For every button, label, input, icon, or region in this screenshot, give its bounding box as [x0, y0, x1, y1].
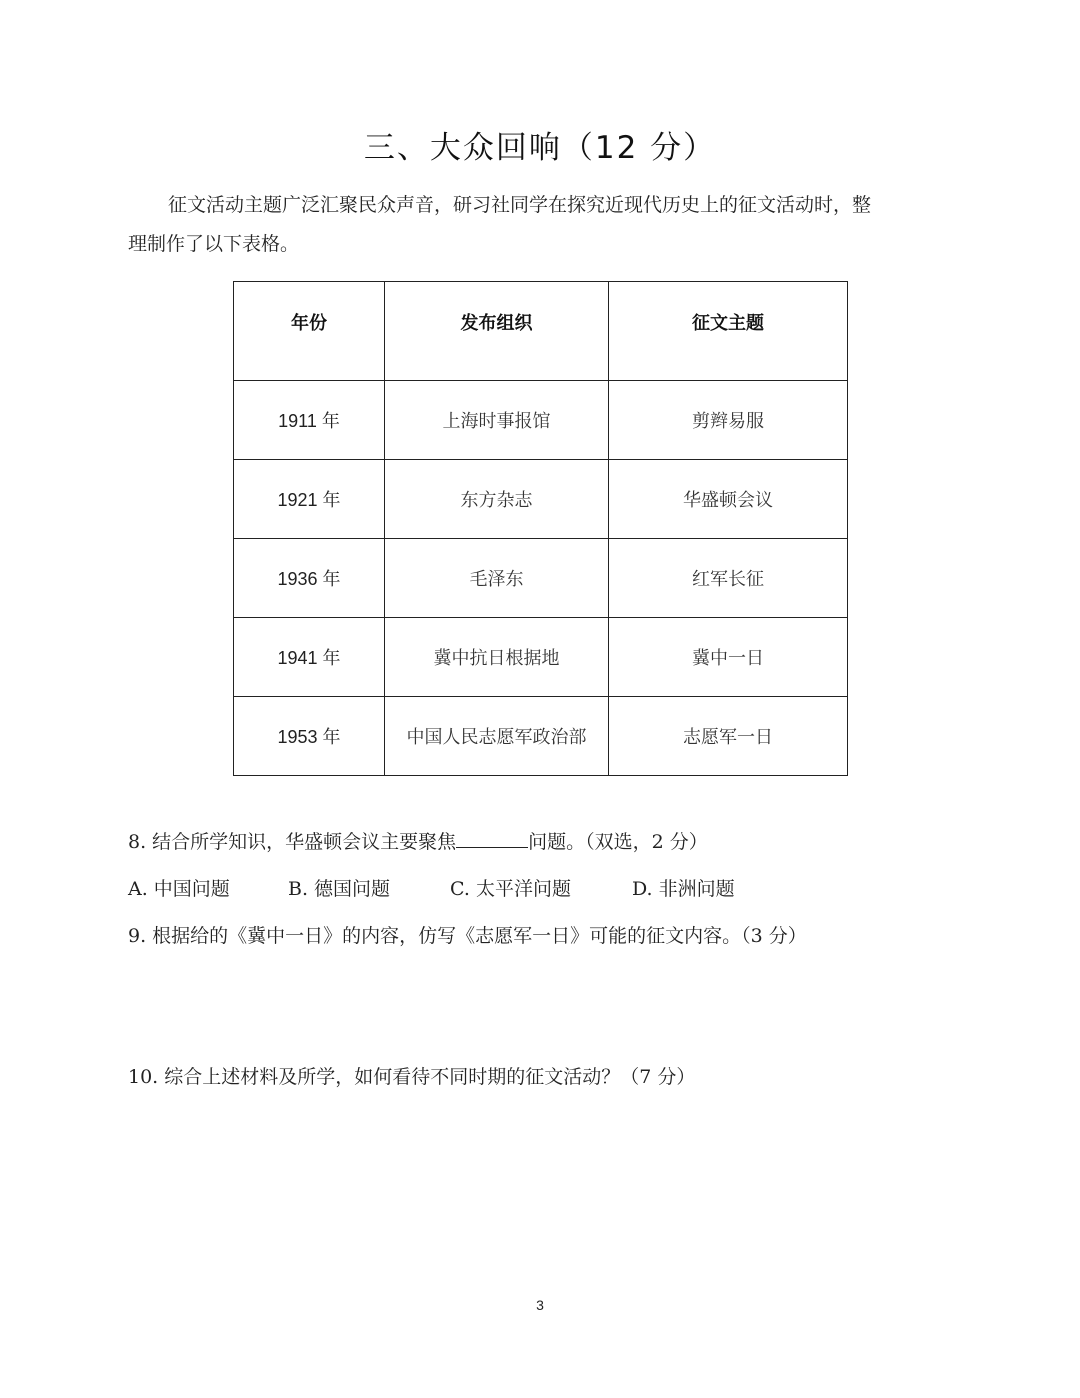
table-row: [234, 381, 848, 460]
question-9: 9. 根据给的《冀中一日》的内容，仿写《志愿军一日》可能的征文内容。（3 分）: [128, 925, 807, 947]
table-row: [234, 618, 848, 697]
section-title: 三、大众回响（12 分）: [363, 130, 717, 166]
question-8-stem-after: 问题。（双选，2 分）: [528, 831, 708, 853]
table-header-row: [234, 282, 848, 381]
option-c[interactable]: C. 太平洋问题: [450, 878, 571, 900]
cell-organization: 上海时事报馆: [385, 381, 609, 460]
cell-year: 1911 年: [234, 381, 385, 460]
question-8-options: [128, 875, 735, 903]
cell-year: 1936 年: [234, 539, 385, 618]
option-b[interactable]: B. 德国问题: [288, 878, 391, 900]
cell-theme: 剪辫易服: [609, 381, 848, 460]
header-theme: 征文主题: [609, 282, 848, 381]
header-organization: 发布组织: [385, 282, 609, 381]
cell-organization: 毛泽东: [385, 539, 609, 618]
cell-theme: 冀中一日: [609, 618, 848, 697]
answer-blank[interactable]: [456, 829, 528, 848]
cell-organization: 冀中抗日根据地: [385, 618, 609, 697]
cell-theme: 华盛顿会议: [609, 460, 848, 539]
cell-theme: 志愿军一日: [609, 697, 848, 776]
page-number: 3: [536, 1297, 544, 1313]
cell-year: 1941 年: [234, 618, 385, 697]
intro-paragraph: [128, 186, 958, 264]
cell-organization: 中国人民志愿军政治部: [385, 697, 609, 776]
question-8: [128, 828, 708, 856]
cell-theme: 红军长征: [609, 539, 848, 618]
table-row: [234, 539, 848, 618]
intro-line-1: 征文活动主题广泛汇聚民众声音，研习社同学在探究近现代历史上的征文活动时，整: [168, 194, 872, 216]
question-10: 10. 综合上述材料及所学，如何看待不同时期的征文活动？（7 分）: [128, 1066, 696, 1088]
option-a[interactable]: A. 中国问题: [128, 878, 230, 900]
cell-year: 1953 年: [234, 697, 385, 776]
intro-line-2: 理制作了以下表格。: [128, 233, 300, 255]
cell-organization: 东方杂志: [385, 460, 609, 539]
essay-activity-table: [233, 281, 848, 776]
table-row: [234, 697, 848, 776]
option-d[interactable]: D. 非洲问题: [632, 878, 735, 900]
cell-year: 1921 年: [234, 460, 385, 539]
header-year: 年份: [234, 282, 385, 381]
question-8-stem-before: 8. 结合所学知识，华盛顿会议主要聚焦: [128, 831, 457, 853]
table-row: [234, 460, 848, 539]
